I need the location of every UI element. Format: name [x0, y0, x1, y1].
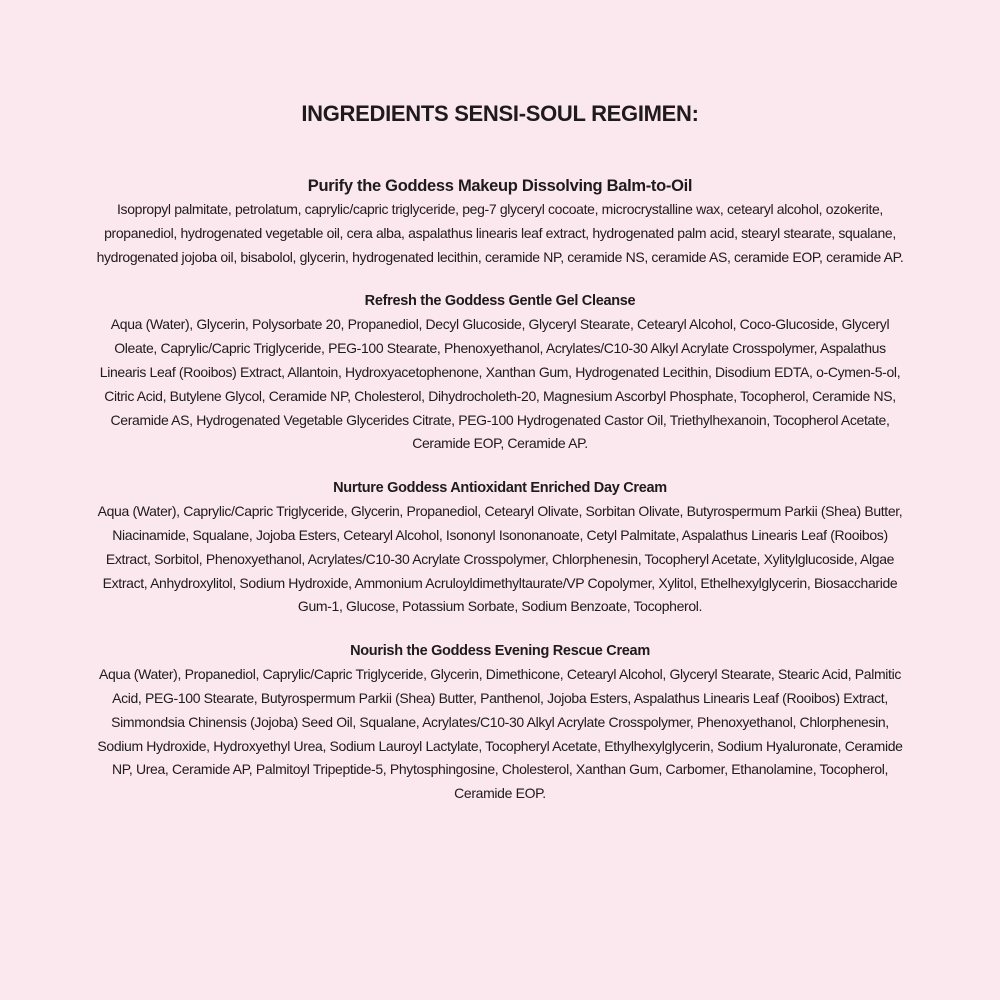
section-heading: Nurture Goddess Antioxidant Enriched Day Cream [333, 480, 667, 497]
section-heading: Purify the Goddess Makeup Dissolving Balm-to-Oil [307, 177, 693, 195]
ingredients-list: Isopropyl palmitate, petrolatum, caprylic/capric triglyceride, peg-7 glyceryl cocoate, microcrystalline wax, cetearyl alcohol, ozokerite, propanediol, hydrogenated vegetable oil, cera alba, aspalathus linearis leaf extract, hydrogenated palm acid, stearyl stearate, squalane, hydrogenated jojoba oil, bisabolol, glycerin, hydrogenated lecithin, ceramide NP, ceramide NS, ceramide AS, ceramide EOP, ceramide AP. [96, 201, 904, 265]
section-nourish-evening-cream [90, 639, 910, 806]
section-heading: Nourish the Goddess Evening Rescue Cream [350, 643, 650, 660]
section-heading: Refresh the Goddess Gentle Gel Cleanse [364, 293, 636, 310]
section-nurture-day-cream [90, 476, 910, 619]
section-purify-balm [90, 174, 910, 269]
ingredients-list: Aqua (Water), Glycerin, Polysorbate 20, Propanediol, Decyl Glucoside, Glyceryl Stearate, Cetearyl Alcohol, Coco-Glucoside, Glyceryl Oleate, Caprylic/Capric Triglyceride, PEG-100 Stearate, Phenoxyethanol, Acrylates/C10-30 Alkyl Acrylate Crosspolymer, Aspalathus Linearis Leaf (Rooibos) Extract, Allantoin, Hydroxyacetophenone, Xanthan Gum, Hydrogenated Lecithin, Disodium EDTA, o-Cymen-5-ol, Citric Acid, Butylene Glycol, Ceramide NP, Cholesterol, Dihydrocholeth-20, Magnesium Ascorbyl Phosphate, Tocopherol, Ceramide NS, Ceramide AS, Hydrogenated Vegetable Glycerides Citrate, PEG-100 Hydrogenated Castor Oil, Triethylhexanoin, Tocopherol Acetate, Ceramide EOP, Ceramide AP. [99, 316, 901, 452]
ingredients-list: Aqua (Water), Propanediol, Caprylic/Capric Triglyceride, Glycerin, Dimethicone, Cetearyl Alcohol, Glyceryl Stearate, Stearic Acid, Palmitic Acid, PEG-100 Stearate, Butyrospermum Parkii (Shea) Butter, Panthenol, Jojoba Esters, Aspalathus Linearis Leaf (Rooibos) Extract, Simmondsia Chinensis (Jojoba) Seed Oil, Squalane, Acrylates/C10-30 Alkyl Acrylate Crosspolymer, Phenoxyethanol, Chlorphenesin, Sodium Hydroxide, Hydroxyethyl Urea, Sodium Lauroyl Lactylate, Tocopheryl Acetate, Ethylhexylglycerin, Sodium Hyaluronate, Ceramide NP, Urea, Ceramide AP, Palmitoyl Tripeptide-5, Phytosphingosine, Cholesterol, Xanthan Gum, Carbomer, Ethanolamine, Tocopherol, Ceramide EOP. [97, 666, 903, 802]
page-title: INGREDIENTS SENSI-SOUL REGIMEN: [301, 101, 699, 126]
ingredients-list: Aqua (Water), Caprylic/Capric Triglyceride, Glycerin, Propanediol, Cetearyl Olivate, Sorbitan Olivate, Butyrospermum Parkii (Shea) Butter, Niacinamide, Squalane, Jojoba Esters, Cetearyl Alcohol, Isononyl Isononanoate, Cetyl Palmitate, Aspalathus Linearis Leaf (Rooibos) Extract, Sorbitol, Phenoxyethanol, Acrylates/C10-30 Acrylate Crosspolymer, Chlorphenesin, Tocopheryl Acetate, Xylitylglucoside, Algae Extract, Anhydroxylitol, Sodium Hydroxide, Ammonium Acruloyldimethyltaurate/VP Copolymer, Xylitol, Ethelhexylglycerin, Biosaccharide Gum-1, Glucose, Potassium Sorbate, Sodium Benzoate, Tocopherol. [97, 503, 903, 615]
section-refresh-cleanse [90, 289, 910, 456]
